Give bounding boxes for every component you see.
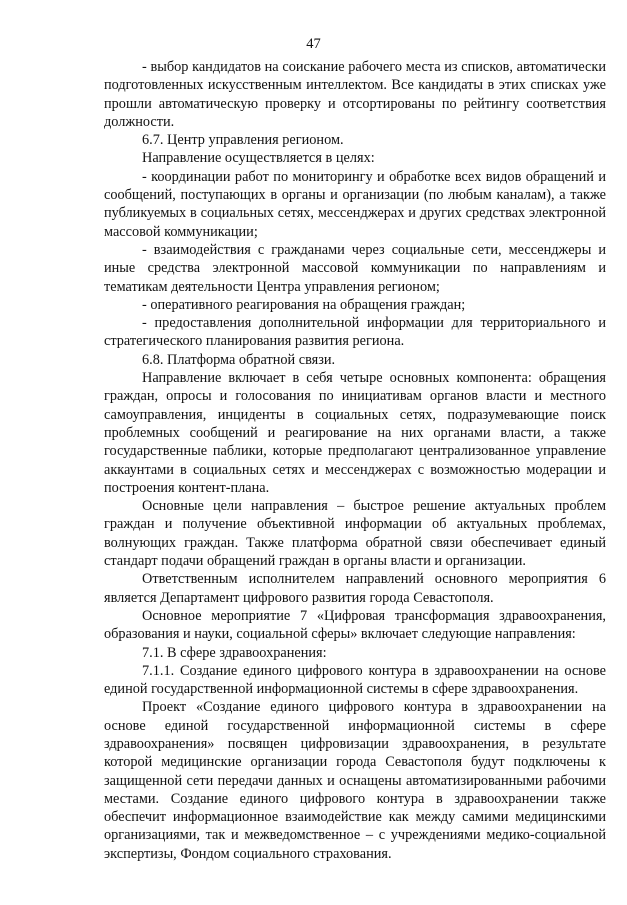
section-heading-6-7: 6.7. Центр управления регионом. (142, 132, 344, 149)
section-heading-6-8: 6.8. Платформа обратной связи. (142, 351, 336, 368)
paragraph-goals-intro: Направление осуществляется в целях: (142, 150, 375, 167)
section-heading-7-1-1: 7.1.1. Создание единого цифрового контура в здравоохранении на основе единой государственной информационной системы в сфере здравоохранения. (104, 662, 606, 698)
page-number: 47 (306, 36, 321, 52)
paragraph-responsible: Ответственным исполнителем направлений основного мероприятия 6 является Департамент цифрового развития города Севастополя. (104, 571, 606, 606)
document-body (104, 58, 606, 863)
paragraph-bullet-response: - оперативного реагирования на обращения граждан; (142, 296, 466, 313)
paragraph-bullet-interaction: - взаимодействия с гражданами через социальные сети, мессенджеры и иные средства электронной массовой коммуникации по направлениям и тематикам деятельности Центра управления регионом; (104, 241, 606, 295)
paragraph-bullet-coordination: - координации работ по мониторингу и обработке всех видов обращений и сообщений, поступающих в органы и организации (по любым каналам), а также публикуемых в социальных сетях, мессенджерах и других средствах электронной массовой коммуникации; (104, 168, 606, 240)
paragraph-bullet-candidates: - выбор кандидатов на соискание рабочего места из списков, автоматически подготовленных искусственным интеллектом. Все кандидаты в этих списках уже прошли автоматическую проверку и отсортированы по рейтингу соответствия должности. (104, 59, 606, 130)
paragraph-project: Проект «Создание единого цифрового контура в здравоохранении на основе единой государственной информационной системы в сфере здравоохранения» посвящен цифровизации здравоохранения, в результате которой медицинские организации города Севастополя будут подключены к защищенной сети передачи данных и оснащены автоматизированными рабочими местами. Создание единого цифрового контура в здравоохранении также обеспечит информационное взаимодействие как между самими медицинскими организациями, так и межведомственное – с учреждениями медико-социальной экспертизы, Фондом социального страхования. (104, 699, 606, 862)
section-heading-7-1: 7.1. В сфере здравоохранения: (142, 644, 327, 661)
paragraph-bullet-planning: - предоставления дополнительной информации для территориального и стратегического планирования развития региона. (104, 315, 606, 350)
paragraph-main-goals: Основные цели направления – быстрое решение актуальных проблем граждан и получение объективной информации об актуальных проблемах, волнующих граждан. Также платформа обратной связи обеспечивает единый стандарт подачи обращений граждан в органы власти и организации. (104, 498, 606, 570)
paragraph-components: Направление включает в себя четыре основных компонента: обращения граждан, опросы и голосования по инициативам органов власти и местного самоуправления, инциденты в социальных сетях, подразумевающие поиск проблемных сообщений и реагирование на них органами власти, а также государственные паблики, которые предполагают централизованное управление аккаунтами в социальных сетях и мессенджерах с возможностью модерации и построения контент-плана. (104, 370, 606, 496)
paragraph-event-7: Основное мероприятие 7 «Цифровая трансформация здравоохранения, образования и науки, социальной сферы» включает следующие направления: (104, 607, 606, 643)
